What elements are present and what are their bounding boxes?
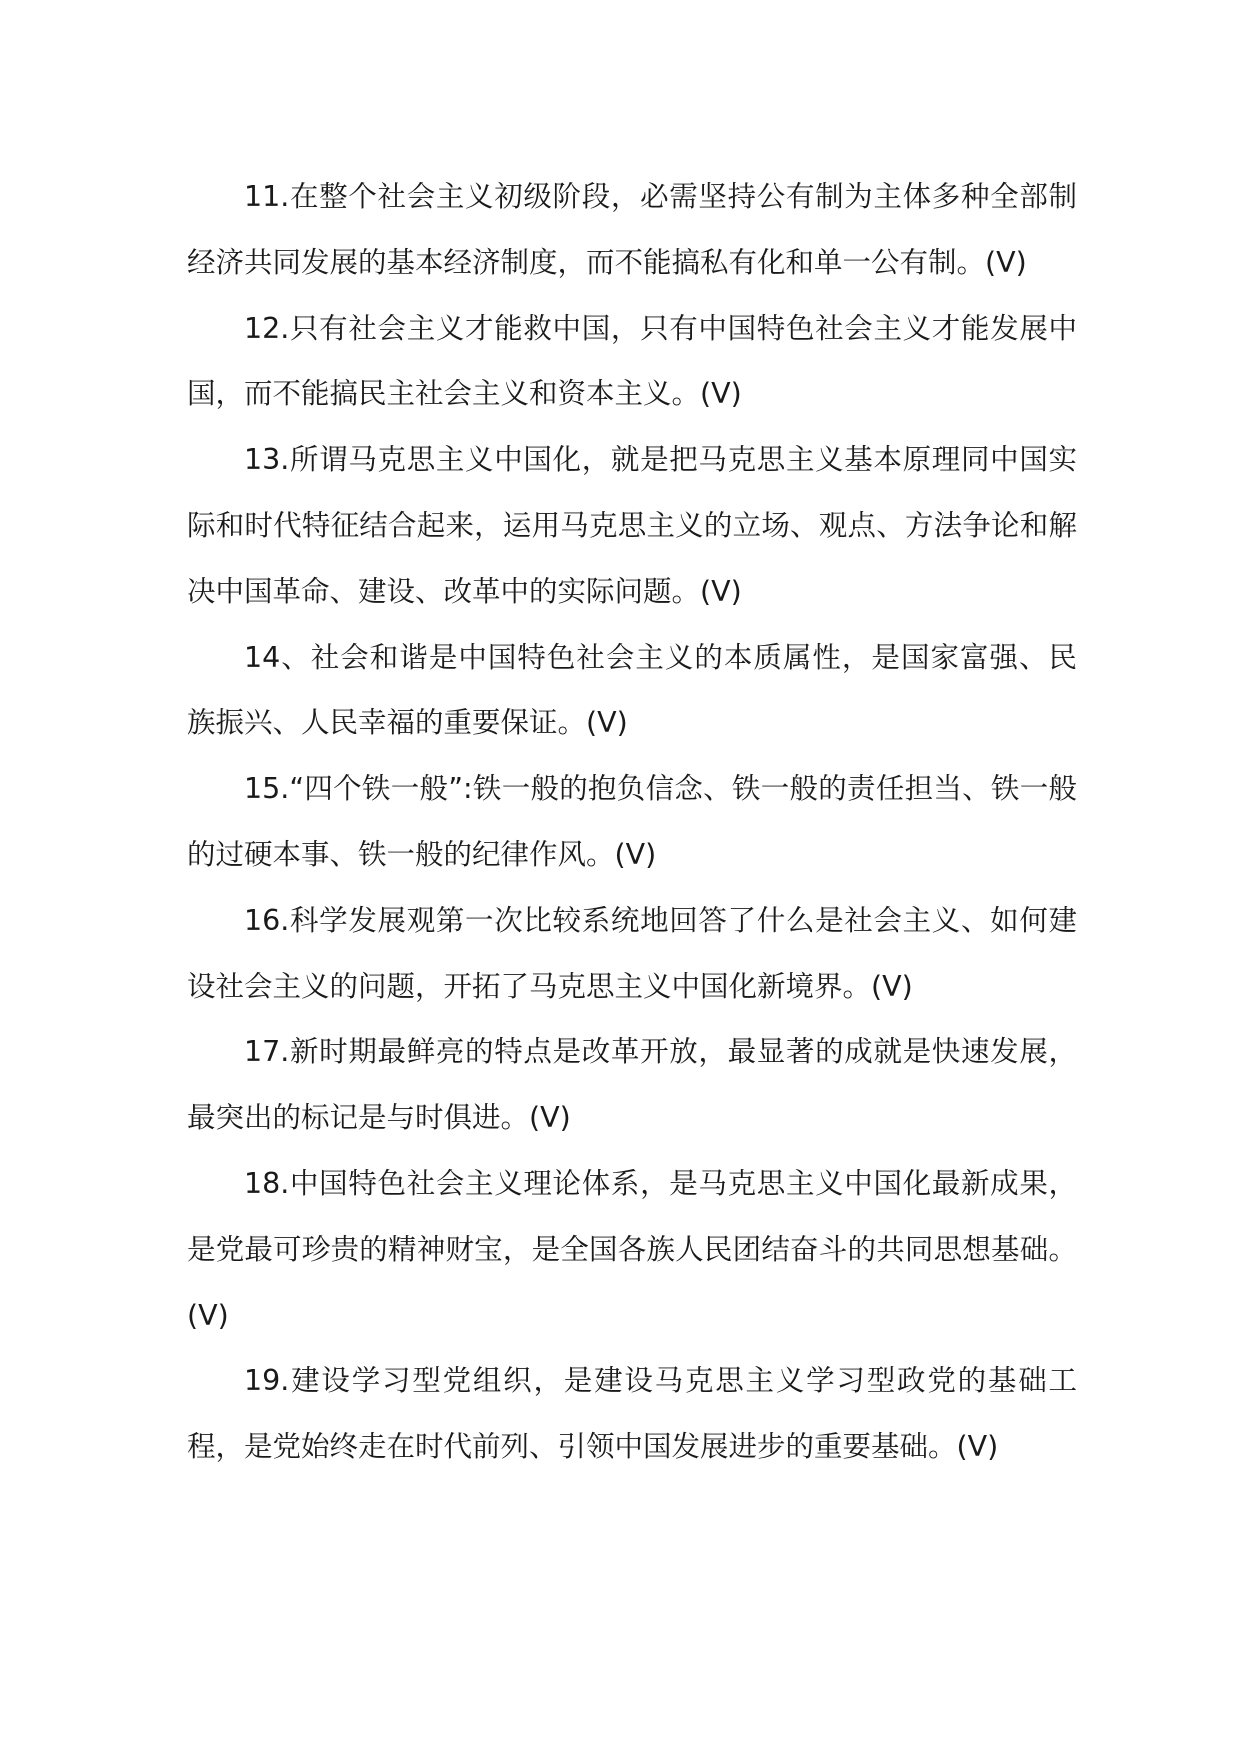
question-item-18: 18.中国特色社会主义理论体系，是马克思主义中国化最新成果，是党最可珍贵的精神财宝，是全国各族人民团结奋斗的共同思想基础。(V) — [187, 1166, 1077, 1332]
question-item-16: 16.科学发展观第一次比较系统地回答了什么是社会主义、如何建设社会主义的问题，开拓了马克思主义中国化新境界。(V) — [187, 903, 1077, 1003]
document-body — [187, 164, 1077, 1480]
question-item-13: 13.所谓马克思主义中国化，就是把马克思主义基本原理同中国实际和时代特征结合起来，运用马克思主义的立场、观点、方法争论和解决中国革命、建设、改革中的实际问题。(V) — [187, 443, 1077, 608]
question-item-15: 15.“四个铁一般”:铁一般的抱负信念、铁一般的责任担当、铁一般的过硬本事、铁一般的纪律作风。(V) — [187, 772, 1077, 871]
question-item-19: 19.建设学习型党组织，是建设马克思主义学习型政党的基础工程，是党始终走在时代前列、引领中国发展进步的重要基础。(V) — [187, 1364, 1077, 1464]
question-item-14: 14、社会和谐是中国特色社会主义的本质属性，是国家富强、民族振兴、人民幸福的重要保证。(V) — [187, 640, 1077, 740]
question-item-11: 11.在整个社会主义初级阶段，必需坚持公有制为主体多种全部制经济共同发展的基本经济制度，而不能搞私有化和单一公有制。(V) — [187, 180, 1077, 279]
question-item-17: 17.新时期最鲜亮的特点是改革开放，最显著的成就是快速发展，最突出的标记是与时俱进。(V) — [187, 1035, 1077, 1135]
question-item-12: 12.只有社会主义才能救中国，只有中国特色社会主义才能发展中国，而不能搞民主社会主义和资本主义。(V) — [187, 311, 1077, 411]
